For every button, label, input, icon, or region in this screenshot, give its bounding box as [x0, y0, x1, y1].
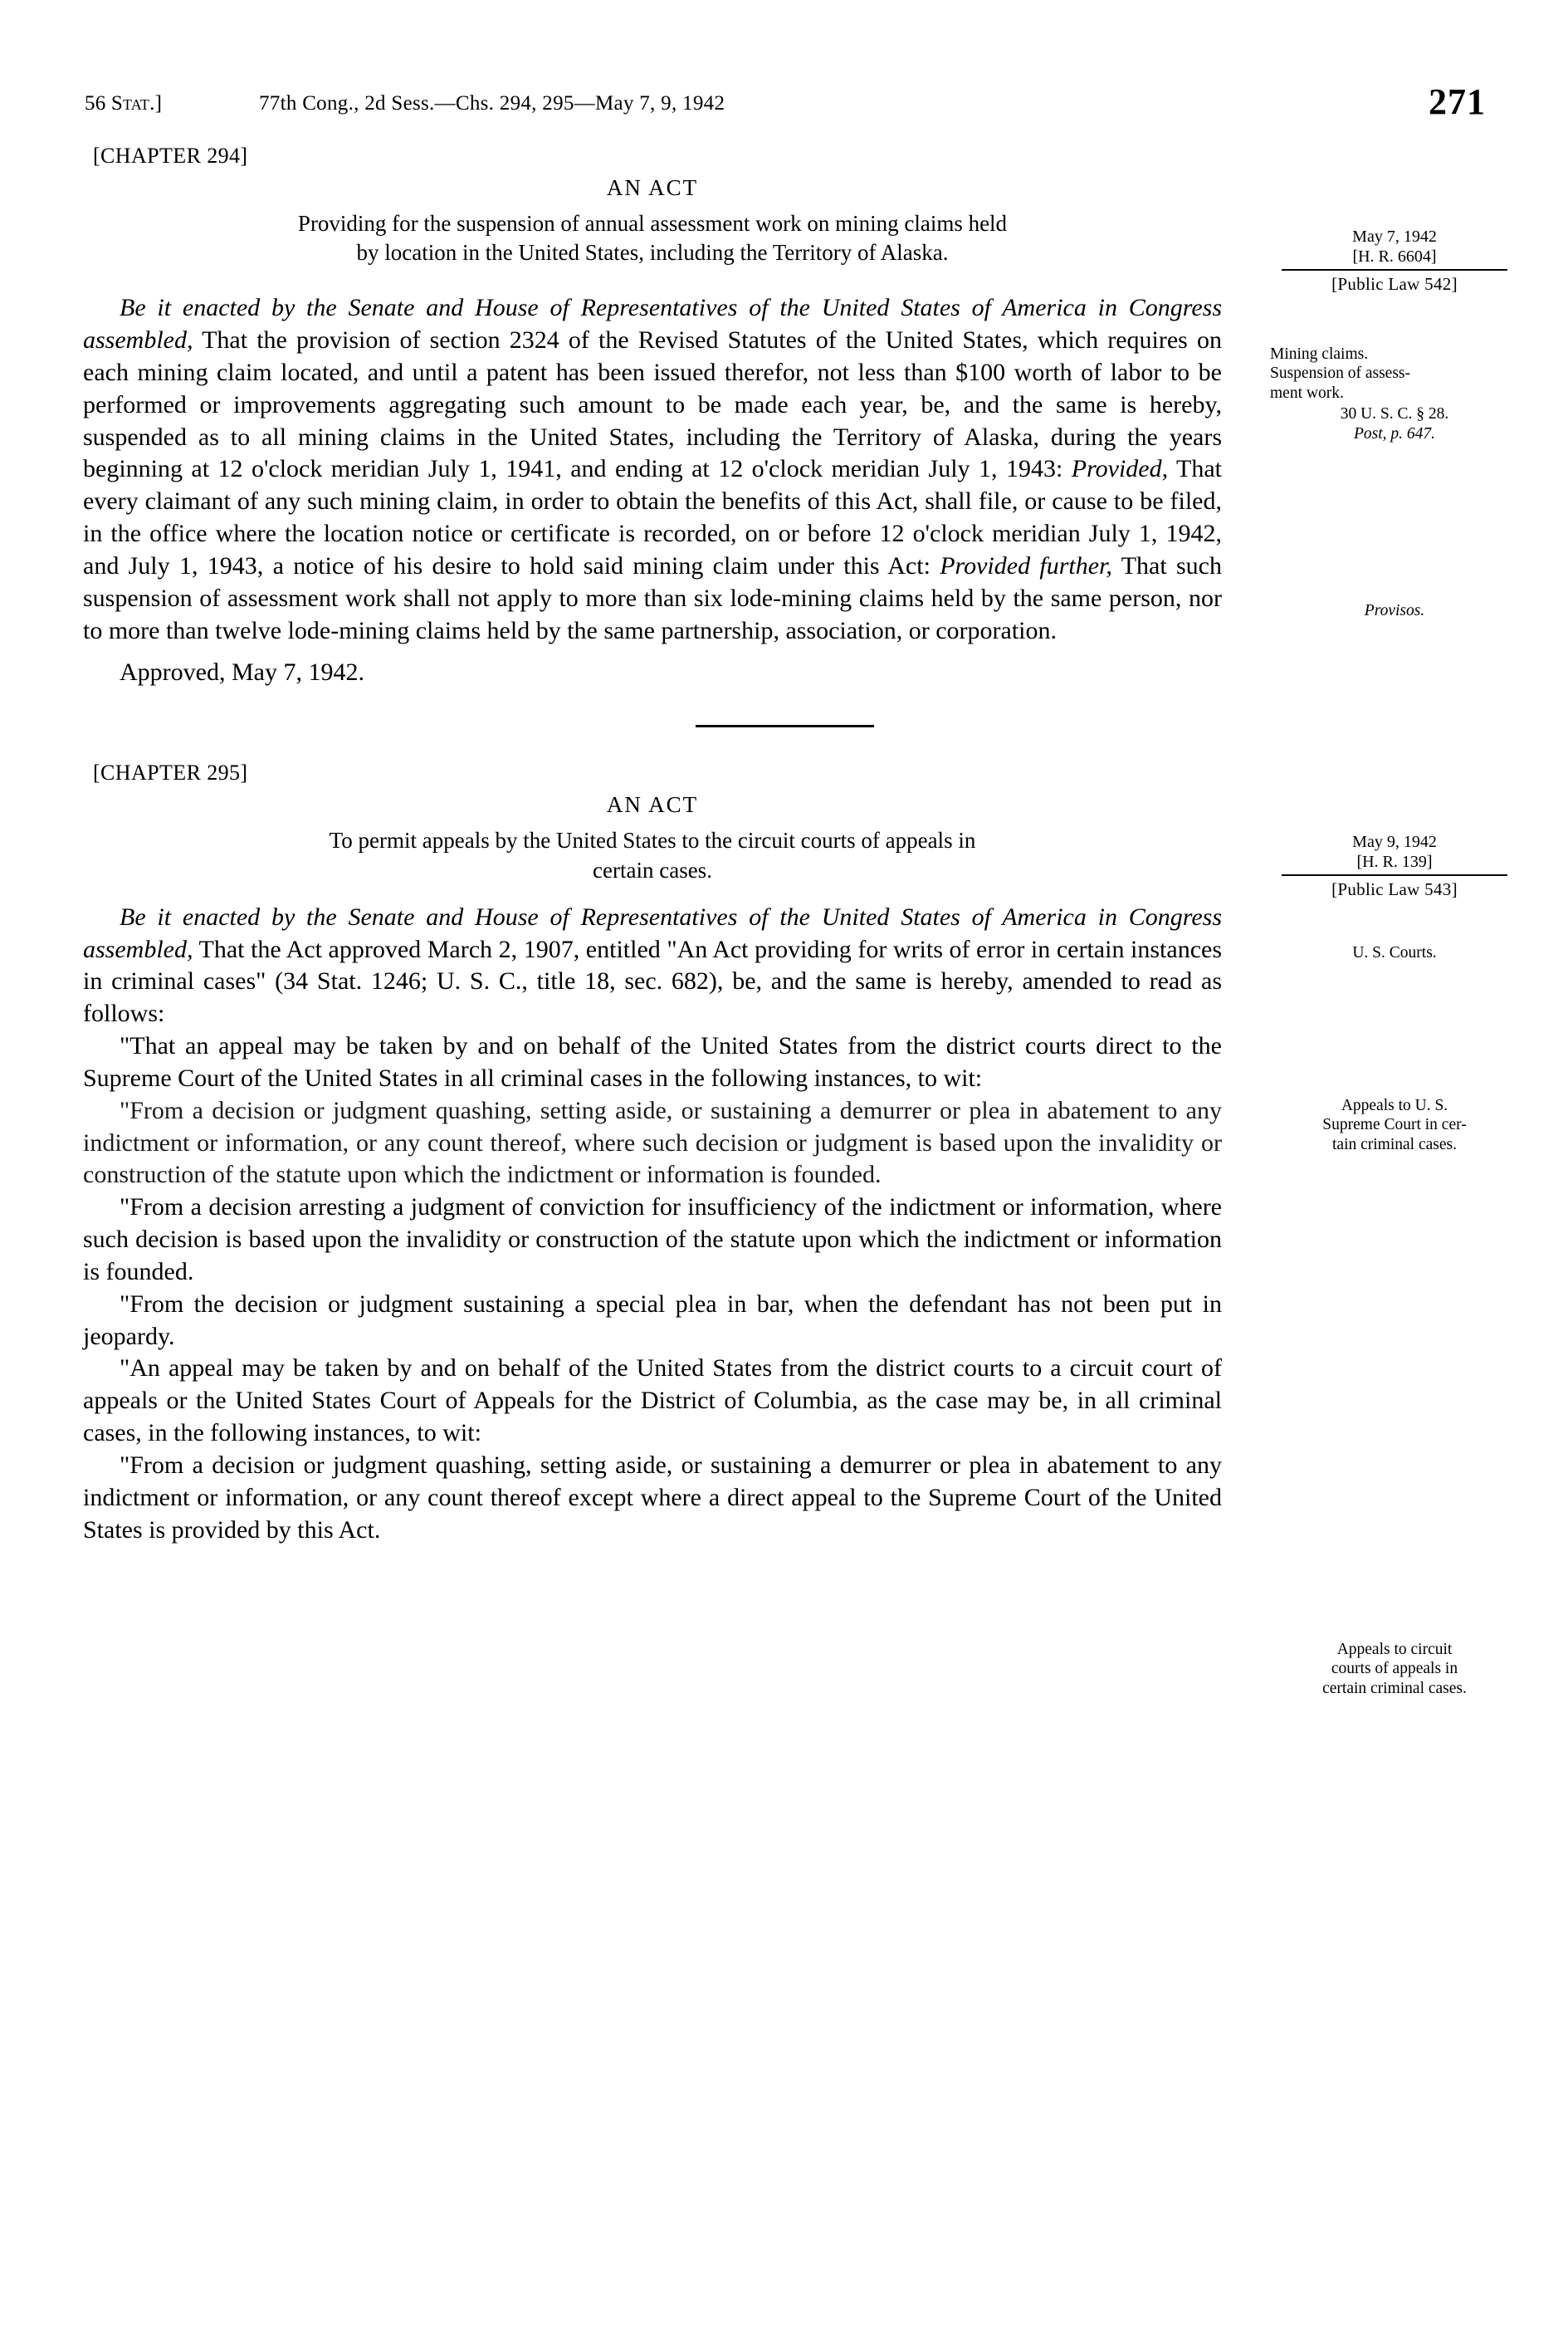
- note-date-295-line1: May 9, 1942: [1352, 833, 1437, 852]
- note-appeals-circuit-295-line2: courts of appeals in: [1331, 1660, 1458, 1678]
- note-appeals-circuit-295: [1270, 1640, 1519, 1698]
- chapter-295-paragraph-7-text: "From a decision or judgment quashing, setting aside, or sustaining a demurrer or plea in abatement to any indictment or information, or any count thereof except where a direct appeal to the Supreme Court of the United States is provided by this Act.: [83, 1451, 1222, 1544]
- chapter-294-margin-notes: [1270, 144, 1519, 620]
- note-appeals-circuit-295-line3: certain criminal cases.: [1322, 1679, 1467, 1697]
- page-number: 271: [1429, 81, 1486, 122]
- note-subject-294-line1: Mining claims.: [1270, 345, 1369, 363]
- chapter-294-body-text: Be it enacted by the Senate and House of Representatives of the United States of America in Congress assembled, That the provision of section 2324 of the Revised Statutes of the United States, which requires on each mining claim located, and until a patent has been issued therefor, not less than $100 worth of labor to be performed or improvements aggregating such amount to be made each year, be, and the same is hereby, suspended as to all mining claims in the United States, including the Territory of Alaska, during the years beginning at 12 o'clock meridian July 1, 1941, and ending at 12 o'clock meridian July 1, 1943: Provided, That every claimant of any such mining claim, in order to obtain the benefits of this Act, shall file, or cause to be filed, in the office where the location notice or certificate is recorded, on or before 12 o'clock meridian July 1, 1942, and July 1, 1943, a notice of his desire to hold said mining claim under this Act: Provided further, That such suspension of assessment work shall not apply to more than six lode-mining claims held by the same person, nor to more than twelve lode-mining claims held by the same partnership, association, or corporation.: [83, 294, 1222, 644]
- running-head: [83, 81, 1486, 125]
- note-bill-295: [H. R. 139]: [1356, 853, 1433, 872]
- note-subject-294-line3: ment work.: [1270, 384, 1344, 402]
- chapter-294-main-column: [83, 144, 1222, 687]
- chapter-295-paragraph-3: [83, 1095, 1222, 1192]
- note-divider-294: [1282, 269, 1507, 271]
- note-subject-294: [1270, 345, 1519, 403]
- note-divider-295: [1282, 874, 1507, 876]
- chapter-295-paragraph-5: [83, 1289, 1222, 1353]
- chapter-295-paragraph-7: [83, 1450, 1222, 1547]
- note-bill-294: [H. R. 6604]: [1352, 247, 1437, 266]
- chapter-294-title: [83, 209, 1222, 267]
- chapter-295-margin-notes: [1270, 761, 1519, 1698]
- chapter-295-section: [83, 761, 1486, 1697]
- note-citation-294: [1270, 404, 1519, 443]
- volume-label: [85, 92, 162, 115]
- chapter-295-an-act-heading: AN ACT: [606, 792, 699, 818]
- chapter-294-title-line2: by location in the United States, including the Territory of Alaska.: [356, 240, 949, 266]
- note-subject-295: U. S. Courts.: [1352, 944, 1437, 962]
- page-content: [83, 81, 1486, 1697]
- volume-label-text: 56 Stat.]: [85, 92, 163, 115]
- note-date-295: [1270, 832, 1519, 872]
- chapter-294-approved: Approved, May 7, 1942.: [120, 658, 364, 687]
- note-public-law-295: [Public Law 543]: [1331, 879, 1458, 900]
- chapter-295-paragraph-6-text: "An appeal may be taken by and on behalf of the United States from the district courts to a circuit court of appeals or the United States Court of Appeals for the District of Columbia, as the case may be, in all criminal cases, in the following instances, to wit:: [83, 1354, 1222, 1447]
- chapter-295-main-column: [83, 761, 1222, 1546]
- chapter-294-body-paragraph: [83, 292, 1222, 647]
- chapter-295-paragraph-2-text: "That an appeal may be taken by and on behalf of the United States from the district courts direct to the Supreme Court of the United States in all criminal cases in the following instances, to wit:: [83, 1032, 1222, 1092]
- note-appeals-supreme-295-line1: Appeals to U. S.: [1341, 1096, 1448, 1114]
- chapter-295-title-line1: To permit appeals by the United States to the circuit courts of appeals in: [329, 828, 976, 854]
- chapter-295-paragraph-2: [83, 1030, 1222, 1095]
- note-subject-294-line2: Suspension of assess-: [1270, 365, 1410, 383]
- chapter-294-title-line1: Providing for the suspension of annual assessment work on mining claims held: [297, 211, 1008, 236]
- note-appeals-supreme-295-line3: tain criminal cases.: [1332, 1135, 1457, 1153]
- note-appeals-supreme-295-line2: Supreme Court in cer-: [1322, 1116, 1467, 1134]
- note-public-law-294: [Public Law 542]: [1331, 274, 1458, 294]
- chapter-295-paragraph-3-text: "From a decision or judgment quashing, setting aside, or sustaining a demurrer or plea in abatement to any indictment or information, or any count thereof, where such decision or judgment is based upon the invalidity or construction of the statute upon which the indictment or information is founded.: [83, 1096, 1222, 1189]
- chapter-294-section: [83, 144, 1486, 687]
- chapter-295-paragraph-1: [83, 902, 1222, 1030]
- chapter-295-title-line2: certain cases.: [593, 857, 712, 883]
- section-divider-rule: [696, 725, 874, 727]
- chapter-295-paragraph-6: [83, 1353, 1222, 1450]
- chapter-295-title: [83, 826, 1222, 884]
- chapter-295-paragraph-5-text: "From the decision or judgment sustaining a special plea in bar, when the defendant has not been put in jeopardy.: [83, 1290, 1222, 1350]
- note-date-294: [1270, 227, 1519, 267]
- note-appeals-supreme-295: [1270, 1096, 1519, 1154]
- note-citation-294-line2: Post, p. 647.: [1353, 424, 1436, 443]
- chapter-295-paragraph-4: [83, 1192, 1222, 1289]
- note-citation-294-line1: 30 U. S. C. § 28.: [1340, 405, 1449, 423]
- note-appeals-circuit-295-line1: Appeals to circuit: [1336, 1641, 1453, 1659]
- chapter-295-label: [CHAPTER 295]: [93, 761, 248, 785]
- chapter-295-paragraph-1-text: Be it enacted by the Senate and House of Representatives of the United States of America in Congress assembled, That the Act approved March 2, 1907, entitled "An Act providing for writs of error in certain instances in criminal cases" (34 Stat. 1246; U. S. C., title 18, sec. 682), be, and the same is hereby, amended to read as follows:: [83, 903, 1222, 1028]
- note-date-294-line1: May 7, 1942: [1352, 228, 1437, 246]
- chapter-294-an-act-heading: AN ACT: [606, 175, 699, 200]
- session-chapter-text: 77th Cong., 2d Sess.—Chs. 294, 295—May 7, 9, 1942: [259, 92, 725, 115]
- session-chapter-line: [259, 92, 725, 115]
- chapter-295-paragraph-4-text: "From a decision arresting a judgment of conviction for insufficiency of the indictment or information, where such decision is based upon the invalidity or construction of the statute upon which the indictment or information is founded.: [83, 1193, 1222, 1285]
- note-provisos-294: Provisos.: [1364, 601, 1425, 619]
- chapter-294-label: [CHAPTER 294]: [93, 144, 248, 168]
